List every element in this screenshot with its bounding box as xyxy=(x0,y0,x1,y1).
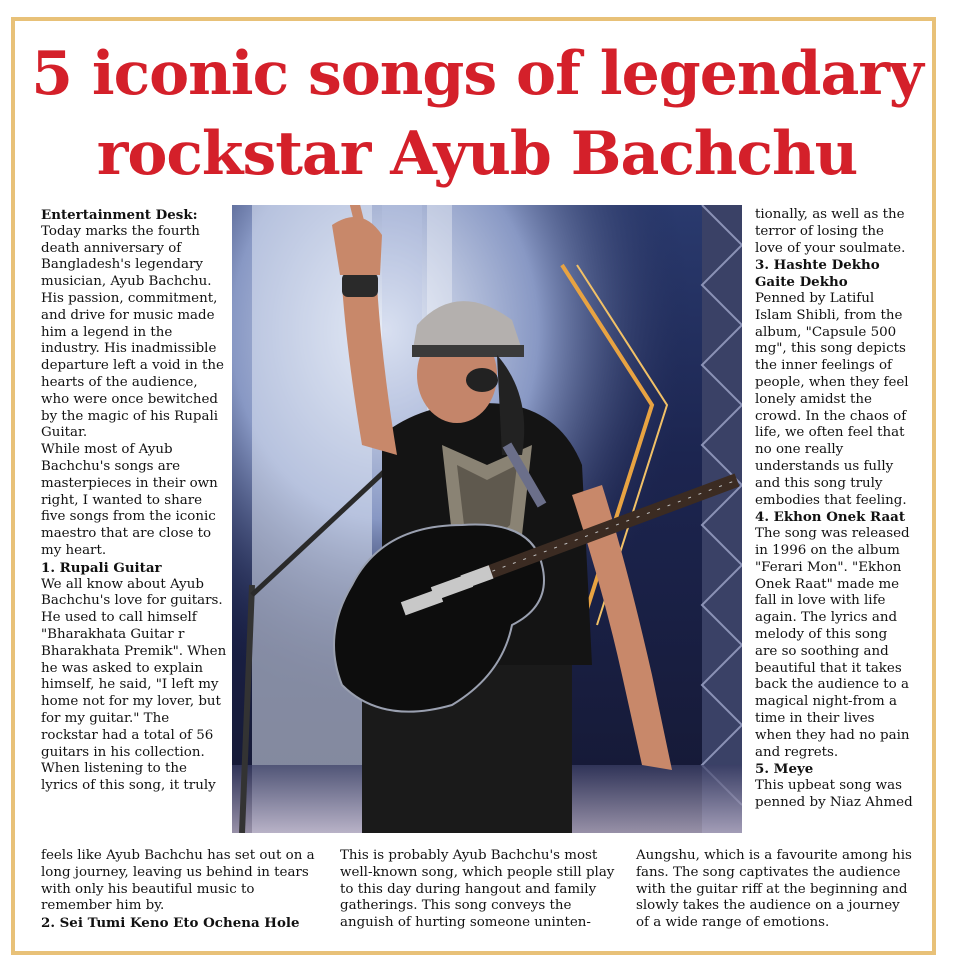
song-paragraph-2b: tionally, as well as the terror of losing the love of your soulmate. xyxy=(755,207,906,256)
song-paragraph-5: This upbeat song was penned by Niaz Ahmed xyxy=(755,778,913,810)
right-column xyxy=(755,207,913,812)
song-heading-5: 5. Meye xyxy=(755,761,814,778)
song-paragraph-1c: feels like Ayub Bachchu has set out on a long journey, leaving us behind in tears with only his beautiful music to remember him by. xyxy=(41,848,315,914)
song-paragraph-4: The song was released in 1996 on the album "Ferari Mon". "Ekhon Onek Raat" made me fall in love with life again. The lyrics and melody of this song are so soothing and beautiful that it takes back the audience to a magical night-from a time in their lives when they had no pain and regrets. xyxy=(755,526,910,760)
left-column xyxy=(41,207,227,795)
song-heading-4: 4. Ekhon Onek Raat xyxy=(755,509,906,526)
song-paragraph-1: We all know about Ayub Bachchu's love for guitars. He used to call himself "Bharakhata Guitar r Bharakhata Premik". When he was asked to explain himself, he said, "I left my home not for my lover, but for my guitar." The rockstar had a total of 56 guitars in his collection. xyxy=(41,576,227,760)
bottom-column-1 xyxy=(41,848,323,932)
headline: 5 iconic songs of legendary rockstar Ayub Bachchu xyxy=(31,39,923,189)
concert-photo xyxy=(232,205,742,833)
intro-paragraph-2: While most of Ayub Bachchu's songs are masterpieces in their own right, I wanted to share five songs from the iconic maestro that are close to my heart. xyxy=(41,442,218,558)
song-heading-2: 2. Sei Tumi Keno Eto Ochena Hole xyxy=(41,915,300,932)
song-paragraph-2: This is probably Ayub Bachchu's most well-known song, which people still play to this day during hangout and family gatherings. This song conveys the anguish of hurting someone uninten- xyxy=(340,848,615,931)
singer-with-guitar-image xyxy=(232,205,742,833)
song-paragraph-5b: Aungshu, which is a favourite among his fans. The song captivates the audience with the guitar riff at the beginning and slowly takes the audience on a journey of a wide range of emotions. xyxy=(636,848,912,931)
intro-paragraph: Today marks the fourth death anniversary of Bangladesh's legendary musician, Ayub Bachchu. His passion, commitment, and drive for music made him a legend in the industry. His inadmissible departure left a void in the hearts of the audience, who were once bewitched by the magic of his Rupali Guitar. xyxy=(41,223,224,441)
song-heading-1: 1. Rupali Guitar xyxy=(41,559,162,576)
bottom-column-3 xyxy=(636,848,914,932)
song-paragraph-1b: When listening to the lyrics of this song, it truly xyxy=(41,761,216,794)
song-heading-3: 3. Hashte Dekho Gaite Dekho xyxy=(755,257,880,291)
bottom-column-2 xyxy=(340,848,622,932)
byline: Entertainment Desk: xyxy=(41,207,198,223)
song-paragraph-3: Penned by Latiful Islam Shibli, from the album, "Capsule 500 mg", this song depicts the inner feelings of people, when they feel lonely amidst the crowd. In the chaos of life, we often feel that no one really understands us fully and this song truly embodies that feeling. xyxy=(755,290,909,508)
